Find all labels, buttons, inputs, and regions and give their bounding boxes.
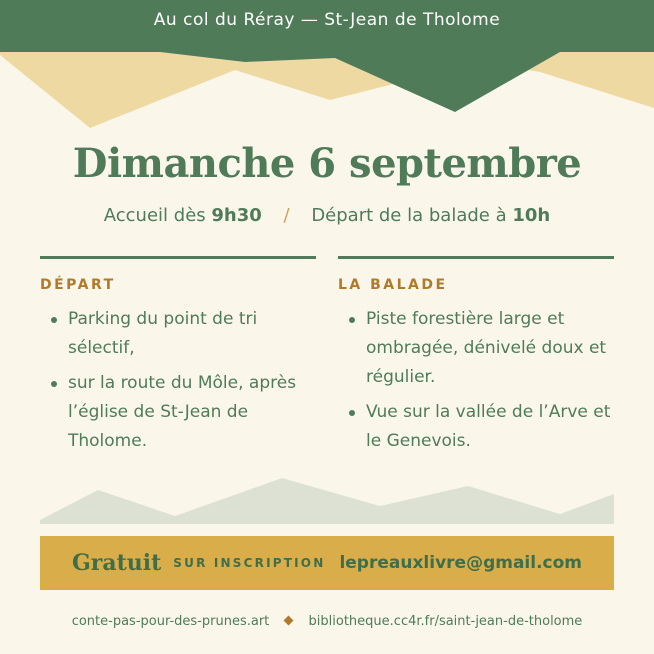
section-divider	[40, 256, 316, 259]
library-link[interactable]: bibliotheque.cc4r.fr/saint-jean-de-tholome	[308, 614, 583, 629]
list-item: Parking du point de tri sélectif,	[40, 305, 316, 363]
list-item: Vue sur la vallée de l’Arve et le Genevois.	[338, 398, 614, 456]
header-title: Au col du Réray — St-Jean de Tholome	[153, 10, 501, 30]
walk-start-time: 10h	[512, 205, 551, 226]
free-label: Gratuit	[71, 550, 162, 576]
list-item: Piste forestière large et ombragée, dénivelé doux et régulier.	[338, 305, 614, 392]
balade-section	[338, 256, 614, 462]
list-item: sur la route du Môle, après l’église de St-Jean de Tholome.	[40, 369, 316, 456]
balade-heading: LA BALADE	[338, 277, 448, 293]
depart-section	[40, 256, 316, 462]
registration-note: SUR INSCRIPTION	[173, 556, 326, 570]
event-date-heading: Dimanche 6 septembre	[72, 140, 582, 187]
diamond-separator-icon	[284, 616, 294, 626]
hills-decoration	[40, 476, 614, 524]
section-divider	[338, 256, 614, 259]
depart-heading: DÉPART	[40, 277, 116, 293]
footer-links	[0, 614, 654, 629]
balade-list	[338, 305, 614, 456]
walk-start-label: Départ de la balade à	[311, 205, 507, 226]
welcome-time: 9h30	[211, 205, 262, 226]
welcome-label: Accueil dès	[103, 205, 206, 226]
schedule-line	[0, 205, 654, 226]
depart-list	[40, 305, 316, 456]
schedule-separator: /	[283, 205, 290, 226]
website-link[interactable]: conte-pas-pour-des-prunes.art	[71, 614, 270, 629]
contact-email[interactable]: lepreauxlivre@gmail.com	[339, 553, 583, 573]
registration-banner	[40, 536, 614, 590]
